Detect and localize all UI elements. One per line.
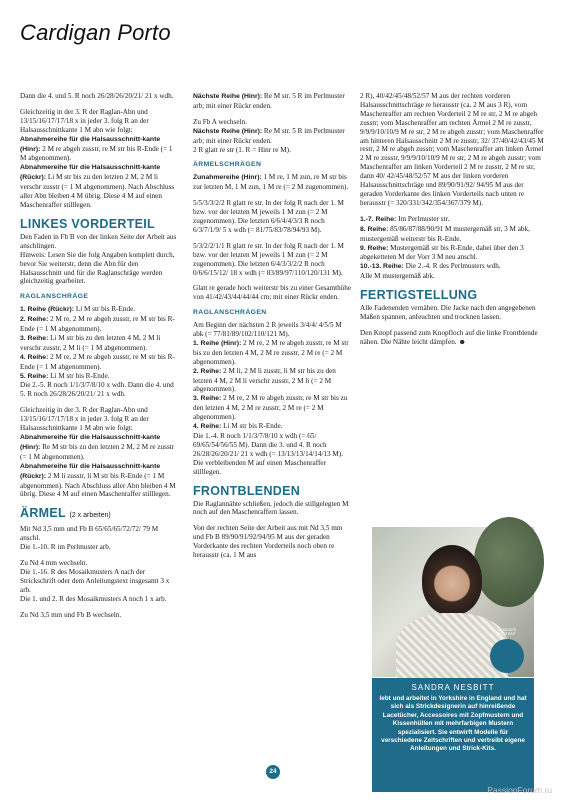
paragraph: Dann die 4. und 5. R noch 26/28/26/20/21/ 21 x wdh.	[20, 92, 174, 100]
paragraph: Gleichzeitig in der 3. R der Raglan-Abn und 13/15/16/17/17/18 x in jeder 3. folg R an der Halsausschnittkante 1 M abn wie folgt: Abnahmereihe für die Halsausschnitt-kante (Hinr): 2 M re abgeh zusstr, re M str bis R-Ende (= 1 M abgenommen). Abnahmereihe für die Halsausschnitt-kante (Rückr): Li M str bis zu den letzten 2 M, 2 M li verschr zusstr (= 1 M abgenommen). Nach Abschluss aller Abn bleiben 4 M übrig. Diese 4 M auf einen Maschenraffer stilllegen.	[20, 107, 175, 209]
section-heading-linkes-vorderteil: LINKES VORDERTEIL	[20, 216, 155, 231]
page-title: Cardigan Porto	[20, 20, 171, 45]
author-bio: lebt und arbeitet in Yorkshire in England und hat sich als Strickdesignerin auf hinreißende Lacetücher, Accessoires mit Zopfmustern und Kissenhüllen mit mehrfarbigen Mustern spezialisiert. Sie entwirft Modelle für verschiedene Zeitschriften und vertreibt eigene Anleitungen und Strick-Kits.	[379, 695, 527, 753]
author-box	[372, 678, 534, 792]
end-mark-icon: ☻	[458, 337, 466, 346]
designer-photo	[372, 527, 534, 677]
paragraph: Gleichzeitig in der 3. R der Raglan-Abn und 13/15/16/17/17/18 x in jeder 3. folg R an der Halsausschnittkante 1 M abn wie folgt: Abnahmereihe für die Halsausschnitt-kante (Hinr): Re M str bis zu den letzten 2 M, 2 M re zusstr (= 1 M abgenommen). Abnahmereihe für die Halsausschnitt-kante (Rückr): 2 M li zusstr, li M str bis R-Ende (= 1 M abgenommen). Nach Abschluss aller Abn bleiben 4 M übrig. Diese 4 M auf einen Maschenraffer stilllegen.	[20, 406, 176, 499]
paragraph: Zunahmereihe (Hinr): 1 M re, 1 M zun, re M str bis zur letzten M, 1 M zun, 1 M re (= 2 M zugenommen).	[193, 173, 349, 192]
paragraph: Die Raglannähte schließen, jedoch die stillgelegten M noch auf den Maschenraffern lassen.	[193, 499, 349, 517]
paragraph: Von der rechten Seite der Arbeit aus mit Nd 3,5 mm und Fb B 89/90/91/92/94/95 M aus der geraden Vorderkante des rechten Vorderteils noch oben re herausstr (ca. 1 M aus	[193, 524, 343, 560]
knitter-badge: DESIGNER PORTRAIT	[490, 639, 524, 673]
paragraph: Mit Nd 3,5 mm und Fb B 65/65/65/72/72/ 79 M anschl. Die 1.-10. R im Perlmuster arb.	[20, 525, 159, 552]
paragraph: 2 R), 40/42/45/48/52/57 M aus der rechten vorderen Halsausschnittschräge re herausstr (ca. 2 M aus 3 R), vom Maschenraffer am rechten Vorderteil 2 M re str, 2 M re abgeh zusstr; vom Maschenraffer am rechten Ärmel 2 M re zusstr, 9/9/9/10/10/9 M re str, 2 M re abgeh zusstr; vom Maschenraffer am hinteren Halsausschnitt 2 M re zusstr, 32/ 37/40/42/43/45 M restr, 2 M re abgeh zusstr; vom Maschenraffer am linken Ärmel 2 M re zusstr, 9/9/9/10/10/9 M re str, 2 M re abgeh zusstr; vom Maschenraffer am linken Vorderteil 2 M re zusstr, 2 M re str, dann 40/ 42/45/48/52/57 M aus der linken vorderen Halsausschnittschräge und 89/90/91/92/ 94/95 M aus der geraden Vorderkante des linken Vorderteils nach unten re herausstr (= 320/331/342/354/367/379 M).	[360, 92, 544, 207]
row-instructions: 1.-7. Reihe: Im Perlmuster str. 8. Reihe: 85/86/87/88/90/91 M mustergemäß str, 3 M abk, mustergemäß weiterstr bis R-Ende. 9. Reihe: Mustergemäß str bis R-Ende, dabei über den 3 abgeketteten M der Vorr 3 M neu anschl. 10.-13. Reihe: Die 2.-4. R des Perlmusters wdh. Alle M mustergemäß abk.	[360, 214, 530, 281]
paragraph: Alle Fadenenden vernähen. Die Jacke nach den angegebenen Maßen spannen, anfeuchten und trocknen lassen.	[360, 304, 536, 322]
paragraph: Nächste Reihe (Hinr): Re M str. 5 R im Perlmuster arb; mit einer Rückr enden.	[193, 92, 345, 110]
row-instructions: 1. Reihe (Rückr): Li M str bis R-Ende. 2. Reihe: 2 M re, 2 M re abgeh zusstr, re M str bis R-Ende (= 1 M abgenommen). 3. Reihe: Li M str bis zu den letzten 4 M, 2 M li verschr zusstr, 2 M li (= 1 M abgenommen). 4. Reihe: 2 M re, 2 M re abgeh zusstr, re M str bis R-Ende (= 1 M abgenommen). 5. Reihe: Li M str bis R-Ende. Die 2.-5. R noch 1/1/3/7/8/10 x wdh. Dann die 4. und 5. R noch 26/28/26/20/21/ 21 x wdh.	[20, 305, 175, 399]
column-1	[20, 92, 180, 627]
paragraph: Den Knopf passend zum Knopfloch auf die linke Frontblende nähen. Die Nähte leicht dämpfen. ☻	[360, 328, 538, 346]
section-heading-frontblenden: FRONTBLENDEN	[193, 483, 301, 498]
page-number: 24	[266, 765, 280, 779]
subheading-raglanschraegen: RAGLANSCHRÄGEN	[193, 309, 267, 317]
paragraph: 5/5/3/3/2/2 R glatt re str. In der folg R nach der 1. M bzw. vor der letzten M jeweils 1 M zun (= 2 M zugenommen). Die letzten 6/6/4/4/3/3 R noch 6/3/7/1/9/ 5 x wdh (= 81/75/83/78/94/93 M).	[193, 199, 344, 234]
author-name: SANDRA NESBITT	[411, 683, 495, 692]
paragraph: Zu Nd 3,5 mm und Fb B wechseln.	[20, 610, 122, 619]
row-instructions: Am Beginn der nächsten 2 R jeweils 3/4/4/ 4/5/5 M abk (= 77/81/89/102/110/121 M). 1. Reihe (Hinr): 2 M re, 2 M re abgeh zusstr, re M str bis zu den letzten 4 M, 2 M re zusstr, 2 M re (= 2 M abgenommen). 2. Reihe: 2 M li, 2 M li zusstr, li M str bis zu den letzten 4 M, 2 M li verschr zusstr, 2 M li (= 2 M abgenommen). 3. Reihe: 2 M re, 2 M re abgeh zusstr, re M str bis zu den letzten 4 M, 2 M re zusstr, 2 M re (= 2 M abgenommen). 4. Reihe: Li M str bis R-Ende. Die 1.-4. R noch 1/1/3/7/8/10 x wdh (= 65/ 69/65/54/56/55 M). Dann die 3. und 4. R noch 26/28/26/20/21/ 21 x wdh (= 13/13/13/14/14/13 M). Die verbleibenden M auf einen Maschenraffer stilllegen.	[193, 321, 349, 476]
section-heading-aermel: ÄRMEL (2 x arbeiten)	[20, 506, 111, 521]
paragraph: Zu Fb A wechseln. Nächste Reihe (Hinr): Re M str. 5 R im Perlmuster arb; mit einer Rückr enden. 2 R glatt re str (1. R = Hinr re M).	[193, 117, 345, 154]
paragraph: 5/3/2/2/1/1 R glatt re str. In der folg R nach der 1. M bzw. vor der letzten M jeweils 1 M zun (= 2 M zugenommen). Die letzten 6/4/3/3/2/2 R noch 0/6/6/15/12/ 18 x wdh (= 83/89/97/110/120/131 M).	[193, 241, 344, 277]
watermark: PassionForum.ru	[487, 785, 552, 795]
section-heading-fertigstellung: FERTIGSTELLUNG	[360, 288, 478, 303]
subheading-raglanschraege: RAGLANSCHRÄGE	[20, 293, 89, 301]
paragraph: Glatt re gerade hoch weiterstr bis zu einer Gesamthöhe von 41/42/43/44/44/44 cm; mit einer Rückr enden.	[193, 284, 352, 302]
subheading-aermelschraegen: ÄRMELSCHRÄGEN	[193, 161, 262, 169]
paragraph: Den Faden in Fb B von der linken Seite der Arbeit aus anschlingen. Hinweis: Lesen Sie die folg Angaben komplett durch, bevor Sie weiterstr, denn die Abn für den Halsausschnitt und für die Raglanschräge werden gleichzeitig gearbeitet.	[20, 232, 177, 286]
column-2	[193, 92, 353, 567]
paragraph: Zu Nd 4 mm wechseln. Die 1.-16. R des Mosaikmusters A nach der Strickschrift oder dem Anleitungstext insgesamt 3 x arb. Die 1. und 2. R des Mosaikmusters A noch 1 x arb.	[20, 559, 170, 603]
column-3	[360, 92, 544, 354]
